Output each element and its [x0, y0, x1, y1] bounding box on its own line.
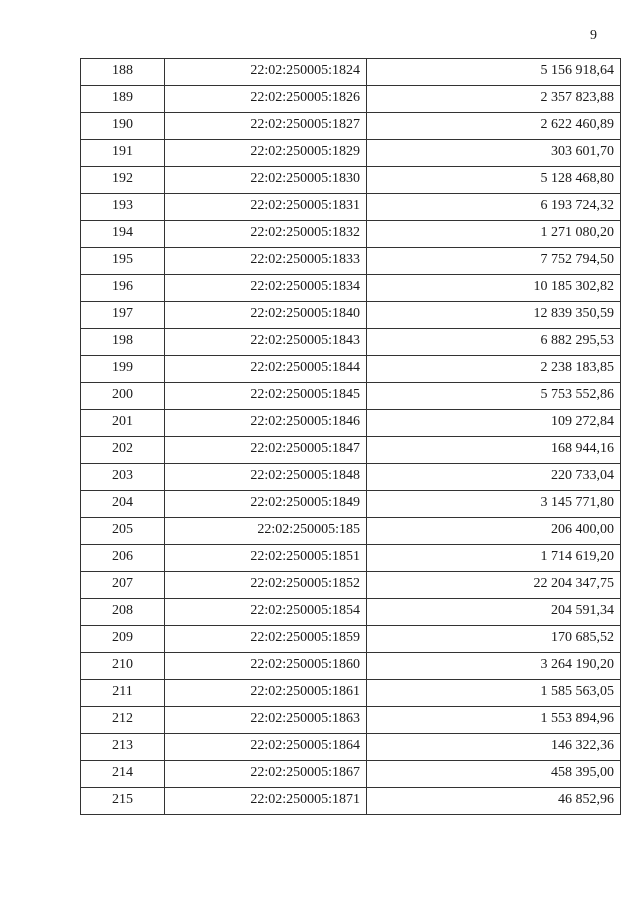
- row-number-cell: 212: [81, 707, 165, 734]
- cadastral-value-cell: 1 585 563,05: [367, 680, 621, 707]
- row-number-cell: 196: [81, 275, 165, 302]
- cadastral-value-cell: 109 272,84: [367, 410, 621, 437]
- table-row: [81, 680, 621, 707]
- cadastral-value-cell: 204 591,34: [367, 599, 621, 626]
- cadastral-value-cell: 1 271 080,20: [367, 221, 621, 248]
- row-number-cell: 214: [81, 761, 165, 788]
- cadastral-number-cell: 22:02:250005:1864: [165, 734, 367, 761]
- row-number-cell: 205: [81, 518, 165, 545]
- cadastral-value-cell: 1 714 619,20: [367, 545, 621, 572]
- cadastral-value-cell: 168 944,16: [367, 437, 621, 464]
- table-row: [81, 653, 621, 680]
- row-number-cell: 213: [81, 734, 165, 761]
- row-number-cell: 190: [81, 113, 165, 140]
- page-number: 9: [590, 28, 597, 43]
- cadastral-value-cell: 303 601,70: [367, 140, 621, 167]
- cadastral-value-cell: 5 753 552,86: [367, 383, 621, 410]
- row-number-cell: 188: [81, 59, 165, 86]
- cadastral-number-cell: 22:02:250005:1830: [165, 167, 367, 194]
- cadastral-number-cell: 22:02:250005:1834: [165, 275, 367, 302]
- cadastral-number-cell: 22:02:250005:1851: [165, 545, 367, 572]
- cadastral-number-cell: 22:02:250005:1833: [165, 248, 367, 275]
- cadastral-number-cell: 22:02:250005:1871: [165, 788, 367, 815]
- row-number-cell: 194: [81, 221, 165, 248]
- cadastral-value-cell: 22 204 347,75: [367, 572, 621, 599]
- table-row: [81, 329, 621, 356]
- row-number-cell: 203: [81, 464, 165, 491]
- row-number-cell: 197: [81, 302, 165, 329]
- table-row: [81, 788, 621, 815]
- cadastral-value-cell: 170 685,52: [367, 626, 621, 653]
- row-number-cell: 211: [81, 680, 165, 707]
- table-row: [81, 464, 621, 491]
- table-row: [81, 356, 621, 383]
- row-number-cell: 195: [81, 248, 165, 275]
- table-row: [81, 221, 621, 248]
- cadastral-number-cell: 22:02:250005:1861: [165, 680, 367, 707]
- table-row: [81, 113, 621, 140]
- cadastral-number-cell: 22:02:250005:1827: [165, 113, 367, 140]
- cadastral-value-cell: 10 185 302,82: [367, 275, 621, 302]
- table-row: [81, 518, 621, 545]
- row-number-cell: 206: [81, 545, 165, 572]
- cadastral-number-cell: 22:02:250005:1849: [165, 491, 367, 518]
- cadastral-number-cell: 22:02:250005:1845: [165, 383, 367, 410]
- row-number-cell: 192: [81, 167, 165, 194]
- cadastral-number-cell: 22:02:250005:1848: [165, 464, 367, 491]
- table-row: [81, 410, 621, 437]
- cadastral-number-cell: 22:02:250005:1824: [165, 59, 367, 86]
- cadastral-number-cell: 22:02:250005:1829: [165, 140, 367, 167]
- cadastral-value-cell: 5 156 918,64: [367, 59, 621, 86]
- table-row: [81, 572, 621, 599]
- cadastral-value-cell: 7 752 794,50: [367, 248, 621, 275]
- row-number-cell: 204: [81, 491, 165, 518]
- table-row: [81, 59, 621, 86]
- row-number-cell: 189: [81, 86, 165, 113]
- cadastral-number-cell: 22:02:250005:1867: [165, 761, 367, 788]
- table-row: [81, 140, 621, 167]
- table-row: [81, 86, 621, 113]
- cadastral-value-cell: 206 400,00: [367, 518, 621, 545]
- cadastral-value-cell: 458 395,00: [367, 761, 621, 788]
- cadastral-value-cell: 2 238 183,85: [367, 356, 621, 383]
- cadastral-number-cell: 22:02:250005:1847: [165, 437, 367, 464]
- row-number-cell: 193: [81, 194, 165, 221]
- cadastral-value-cell: 6 882 295,53: [367, 329, 621, 356]
- table-body: [81, 59, 621, 815]
- table-row: [81, 545, 621, 572]
- row-number-cell: 209: [81, 626, 165, 653]
- cadastral-number-cell: 22:02:250005:1826: [165, 86, 367, 113]
- cadastral-number-cell: 22:02:250005:1854: [165, 599, 367, 626]
- cadastral-value-cell: 5 128 468,80: [367, 167, 621, 194]
- cadastral-value-cell: 3 145 771,80: [367, 491, 621, 518]
- table-row: [81, 383, 621, 410]
- table-row: [81, 302, 621, 329]
- cadastral-number-cell: 22:02:250005:1859: [165, 626, 367, 653]
- cadastral-value-cell: 6 193 724,32: [367, 194, 621, 221]
- cadastral-number-cell: 22:02:250005:1840: [165, 302, 367, 329]
- row-number-cell: 198: [81, 329, 165, 356]
- table-row: [81, 707, 621, 734]
- row-number-cell: 207: [81, 572, 165, 599]
- cadastral-number-cell: 22:02:250005:1846: [165, 410, 367, 437]
- row-number-cell: 191: [81, 140, 165, 167]
- cadastral-value-cell: 46 852,96: [367, 788, 621, 815]
- cadastral-number-cell: 22:02:250005:1832: [165, 221, 367, 248]
- row-number-cell: 201: [81, 410, 165, 437]
- cadastral-value-cell: 12 839 350,59: [367, 302, 621, 329]
- cadastral-number-cell: 22:02:250005:1831: [165, 194, 367, 221]
- cadastral-number-cell: 22:02:250005:1860: [165, 653, 367, 680]
- table-row: [81, 761, 621, 788]
- row-number-cell: 215: [81, 788, 165, 815]
- table-row: [81, 248, 621, 275]
- row-number-cell: 208: [81, 599, 165, 626]
- cadastral-value-cell: 3 264 190,20: [367, 653, 621, 680]
- table-row: [81, 437, 621, 464]
- cadastral-value-table: [80, 58, 621, 815]
- cadastral-number-cell: 22:02:250005:1844: [165, 356, 367, 383]
- row-number-cell: 200: [81, 383, 165, 410]
- cadastral-number-cell: 22:02:250005:185: [165, 518, 367, 545]
- cadastral-value-cell: 2 622 460,89: [367, 113, 621, 140]
- cadastral-value-cell: 2 357 823,88: [367, 86, 621, 113]
- table-row: [81, 626, 621, 653]
- cadastral-value-cell: 220 733,04: [367, 464, 621, 491]
- table-row: [81, 599, 621, 626]
- table-row: [81, 194, 621, 221]
- row-number-cell: 199: [81, 356, 165, 383]
- table-row: [81, 734, 621, 761]
- cadastral-value-cell: 146 322,36: [367, 734, 621, 761]
- table-row: [81, 167, 621, 194]
- cadastral-value-cell: 1 553 894,96: [367, 707, 621, 734]
- table-row: [81, 491, 621, 518]
- row-number-cell: 210: [81, 653, 165, 680]
- cadastral-number-cell: 22:02:250005:1852: [165, 572, 367, 599]
- table-row: [81, 275, 621, 302]
- row-number-cell: 202: [81, 437, 165, 464]
- cadastral-number-cell: 22:02:250005:1843: [165, 329, 367, 356]
- cadastral-number-cell: 22:02:250005:1863: [165, 707, 367, 734]
